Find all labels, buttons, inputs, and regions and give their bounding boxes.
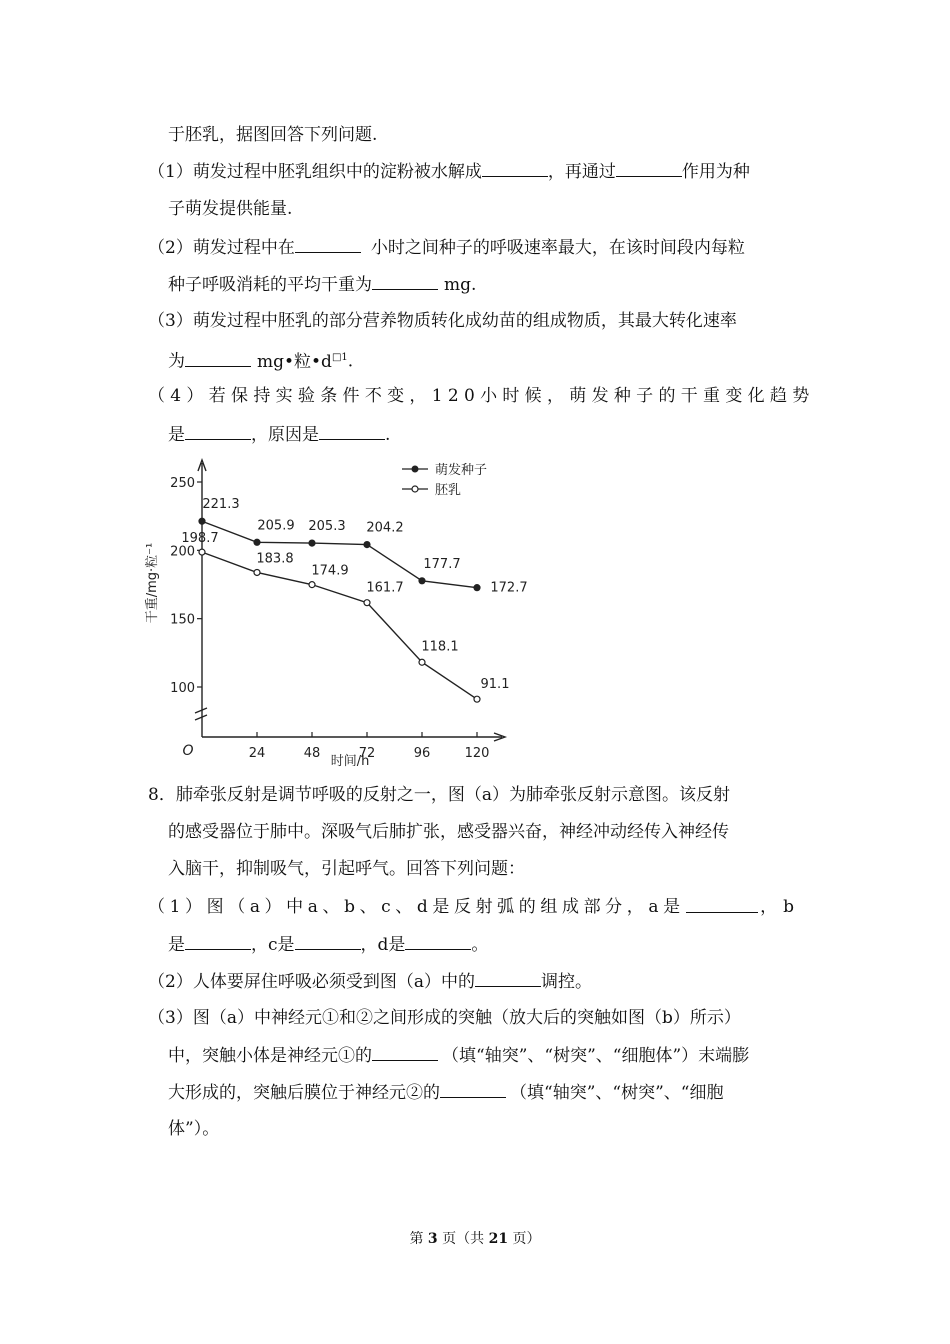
series-1-point [364,542,370,548]
q7-part2-text-d: mg. [444,275,477,295]
q8-part3-text-e: （填“轴突”、“树突”、“细胞 [510,1083,724,1103]
q8-part1-blank-a[interactable] [686,894,758,913]
q7-part2-blank-1[interactable] [295,234,361,253]
q7-part4-text-b: 是 [168,425,185,445]
series-1-point [309,540,315,546]
q7-part3-blank[interactable] [185,348,251,367]
q7-part1-text-b: ，再通过 [547,162,616,182]
q8-part3-line3 [168,1079,723,1106]
q7-part1-blank-2[interactable] [616,158,682,177]
q8-part2-text-b: 调控。 [540,972,592,992]
series-2-data-label: 91.1 [480,677,510,693]
q7-part4-blank-2[interactable] [319,421,385,440]
legend-label-2: 胚乳 [435,483,462,498]
q7-part2-line1 [148,234,745,261]
footer-total-pages: 21 [488,1231,509,1247]
q8-part3-line2 [168,1042,749,1069]
q7-part4-line2 [168,421,390,448]
q8-part3-blank-1[interactable] [372,1042,438,1061]
series-1-point [419,578,425,584]
q8-stem-line2: 的感受器位于肺中。深吸气后肺扩张，感受器兴奋，神经冲动经传入神经传 [168,822,729,842]
q7-part1-line2: 子萌发提供能量. [168,199,293,219]
legend-marker-2 [412,486,418,492]
q8-part3-line1: （3）图（a）中神经元①和②之间形成的突触（放大后的突触如图（b）所示） [148,1008,741,1028]
q7-part3-text-b: 为 [168,351,185,372]
legend-marker-1 [412,466,418,472]
y-tick-label: 100 [170,681,195,696]
y-tick-label: 150 [170,612,195,628]
x-axis-label: 时间/h [330,754,370,769]
q8-part3-blank-2[interactable] [440,1079,506,1098]
q8-part1-text-d: ，c是 [251,935,295,955]
q8-part1-text-e: ，d是 [360,935,406,955]
q7-part1-blank-1[interactable] [482,158,548,177]
y-tick-label: 200 [170,544,195,560]
legend-label-1: 萌发种子 [435,463,488,478]
q7-part4-text-c: ，原因是 [251,425,319,445]
series-2-point [309,582,315,588]
series-1-data-label: 221.3 [202,497,240,513]
q8-part3-text-b: 中，突触小体是神经元①的 [168,1046,372,1066]
series-1-data-label: 205.3 [308,519,346,535]
footer-page-number: 3 [427,1231,438,1247]
q8-part1-text-b: ，b [760,897,800,917]
y-axis-label: 干重/mg·粒⁻¹ [145,542,160,624]
series-2-data-label: 183.8 [256,551,294,567]
series-1-data-label: 177.7 [423,556,461,572]
q7-part1-text-c: 作用为种 [681,162,750,182]
x-tick-label: 120 [464,746,490,761]
q8-part2-blank[interactable] [475,968,541,987]
q7-part3-text-c: mg•粒•d [257,351,332,372]
origin-label: O [182,743,194,759]
footer-mid: 页（共 [442,1231,485,1247]
series-2-point [419,659,425,665]
q7-part3-line2 [168,345,353,375]
q8-part3-text-d: 大形成的，突触后膜位于神经元②的 [168,1083,440,1103]
q7-part2-line2 [168,271,476,298]
q7-part4-blank-1[interactable] [185,421,251,440]
series-1-data-label: 204.2 [366,520,404,536]
q7-part3-sup: □1 [331,352,348,363]
series-2-data-label: 118.1 [421,639,459,655]
x-tick-label: 72 [358,746,376,761]
series-1-point [254,539,260,545]
q8-stem-line1: 8．肺牵张反射是调节呼吸的反射之一，图（a）为肺牵张反射示意图。该反射 [148,785,730,805]
q8-part1-text-a: （1）图（a）中a、b、c、d是反射弧的组成部分，a是 [148,897,685,917]
y-axis-break [195,708,207,720]
q8-part1-line2 [168,931,488,958]
q8-part1-blank-b[interactable] [185,931,251,950]
q7-part3-text-d: . [347,351,354,372]
series-2-point [474,696,480,702]
q7-part2-text-a: （2）萌发过程中在 [148,238,295,258]
q8-part2-text-a: （2）人体要屏住呼吸必须受到图（a）中的 [148,972,475,992]
q8-part1-text-c: 是 [168,935,185,955]
q7-part2-blank-2[interactable] [372,271,438,290]
series-1-data-label: 205.9 [257,518,295,534]
q8-stem-line3: 入脑干，抑制吸气，引起呼气。回答下列问题： [168,859,525,879]
series-1-data-label: 172.7 [490,580,528,596]
q7-intro: 于胚乳，据图回答下列问题. [168,125,378,145]
q8-part1-text-f: 。 [471,935,489,955]
x-tick-label: 24 [248,746,266,761]
q8-part1-blank-c[interactable] [295,931,361,950]
y-tick-label: 250 [170,476,195,491]
q8-part1-line1 [148,894,800,920]
dry-weight-line-chart [140,455,530,775]
q7-part3-line1: （3）萌发过程中胚乳的部分营养物质转化成幼苗的组成物质，其最大转化速率 [148,311,737,331]
series-2-point [254,569,260,575]
series-2-point [364,600,370,606]
q8-part1-blank-d[interactable] [405,931,471,950]
q7-part1-line1 [148,158,806,185]
q7-part2-text-c: 种子呼吸消耗的平均干重为 [168,275,372,295]
series-2-point [199,549,205,555]
x-tick-label: 96 [413,746,431,761]
q8-part2-line [148,968,592,995]
q7-part4-line1: （4）若保持实验条件不变，120小时候，萌发种子的干重变化趋势 [148,386,815,406]
series-1-point [199,518,205,524]
x-tick-label: 48 [303,746,321,761]
series-2-data-label: 174.9 [311,563,349,579]
page-footer [0,1228,950,1248]
footer-pre: 第 [409,1231,424,1247]
q7-part4-text-d: . [385,425,391,445]
q7-part1-text-a: （1）萌发过程中胚乳组织中的淀粉被水解成 [148,162,482,182]
footer-post: 页） [512,1231,541,1247]
q8-part3-line4: 体”）。 [168,1119,220,1139]
series-2-data-label: 161.7 [366,580,404,596]
series-2-data-label: 198.7 [181,531,219,547]
q8-part3-text-c: （填“轴突”、“树突”、“细胞体”）末端膨 [442,1046,750,1066]
series-1-point [474,585,480,591]
q7-part2-text-b: 小时之间种子的呼吸速率最大，在该时间段内每粒 [370,238,745,258]
